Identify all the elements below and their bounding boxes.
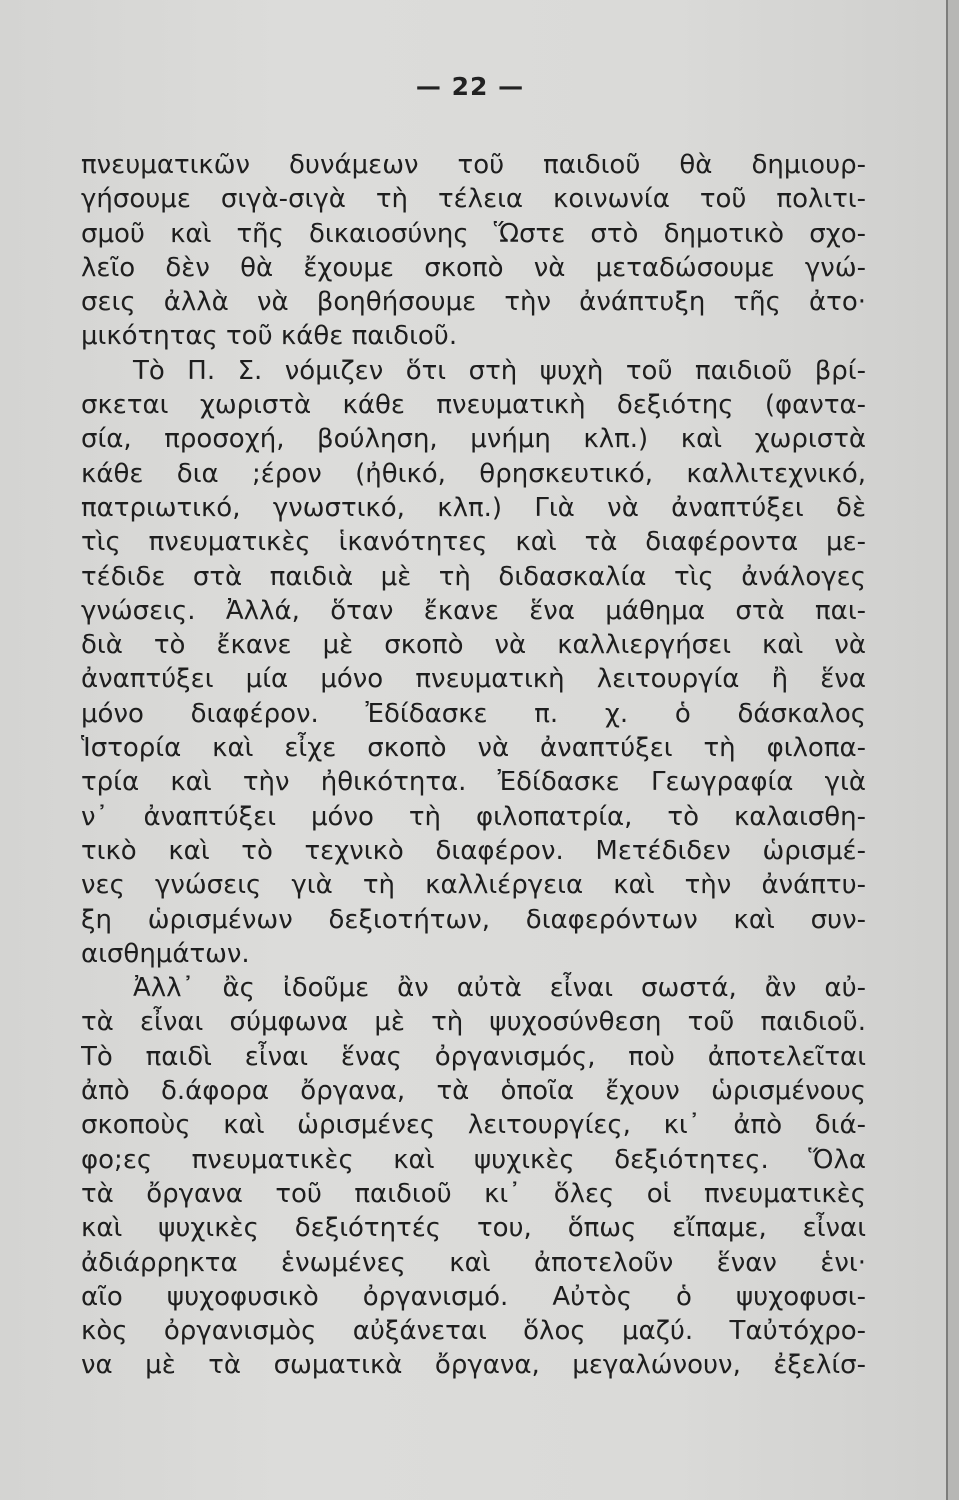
text-line: Τὸ Π. Σ. νόμιζεν ὅτι στὴ ψυχὴ τοῦ παιδιοῦ βρί- (133, 355, 866, 386)
text-line: γνώσεις. Ἀλλά, ὅταν ἔκανε ἕνα μάθημα στὰ παι- (81, 595, 866, 626)
page-number: — 22 — (415, 72, 525, 101)
text-line: τέδιδε στὰ παιδιὰ μὲ τὴ διδασκαλία τὶς ἀνάλογες (81, 561, 866, 592)
page-edge-strip (948, 0, 959, 1500)
text-line: μόνο διαφέρον. Ἐδίδασκε π. χ. ὁ δάσκαλος (81, 698, 866, 729)
text-line: γήσουμε σιγὰ-σιγὰ τὴ τέλεια κοινωνία τοῦ πολιτι- (81, 184, 866, 215)
text-line: πνευματικῶν δυνάμεων τοῦ παιδιοῦ θὰ δημιουρ- (81, 150, 866, 180)
text-line: φο;ες πνευματικὲς καὶ ψυχικὲς δεξιότητες. Ὅλα (81, 1144, 866, 1175)
text-line: τὰ ὄργανα τοῦ παιδιοῦ κι᾽ ὅλες οἱ πνευματικὲς (81, 1178, 866, 1209)
text-line: Ἀλλ᾽ ἂς ἰδοῦμε ἂν αὐτὰ εἶναι σωστά, ἂν αὐ- (133, 973, 866, 1004)
text-line: τικὸ καὶ τὸ τεχνικὸ διαφέρον. Μετέδιδεν ὡρισμέ- (81, 835, 866, 866)
text-line: διὰ τὸ ἔκανε μὲ σκοπὸ νὰ καλλιεργήσει καὶ νὰ (81, 630, 866, 661)
text-line: ἀπὸ δ.άφορα ὄργανα, τὰ ὁποῖα ἔχουν ὡρισμένους (81, 1076, 866, 1107)
text-line: μικότητας τοῦ κάθε παιδιοῦ. (81, 321, 458, 352)
text-line: σία, προσοχή, βούληση, μνήμη κλπ.) καὶ χωριστὰ (81, 424, 866, 455)
text-line: νες γνώσεις γιὰ τὴ καλλιέργεια καὶ τὴν ἀνάπτυ- (81, 870, 866, 901)
text-line: ἀναπτύξει μία μόνο πνευματικὴ λειτουργία ἢ ἕνα (81, 664, 866, 695)
text-line: σμοῦ καὶ τῆς δικαιοσύνης Ὥστε στὸ δημοτικὸ σχο- (81, 218, 866, 249)
text-line: Τὸ παιδὶ εἶναι ἕνας ὀργανισμός, ποὺ ἀποτελεῖται (81, 1041, 866, 1072)
text-line: Ἱστορία καὶ εἶχε σκοπὸ νὰ ἀναπτύξει τὴ φιλοπα- (81, 733, 866, 764)
text-line: να μὲ τὰ σωματικὰ ὄργανα, μεγαλώνουν, ἐξελίσ- (81, 1350, 866, 1381)
text-line: αισθημάτων. (81, 938, 250, 969)
text-line: ν᾽ ἀναπτύξει μόνο τὴ φιλοπατρία, τὸ καλαισθη- (81, 801, 866, 832)
text-line: σκοποὺς καὶ ὡρισμένες λειτουργίες, κι᾽ ἀπὸ διά- (81, 1110, 866, 1141)
text-line: ἀδιάρρηκτα ἑνωμένες καὶ ἀποτελοῦν ἕναν ἑνι· (81, 1247, 866, 1278)
text-line: σεις ἀλλὰ νὰ βοηθήσουμε τὴν ἀνάπτυξη τῆς ἀτο· (81, 287, 866, 318)
text-line: τὰ εἶναι σύμφωνα μὲ τὴ ψυχοσύνθεση τοῦ παιδιοῦ. (81, 1007, 866, 1038)
text-line: τὶς πνευματικὲς ἱκανότητες καὶ τὰ διαφέροντα με- (81, 527, 866, 558)
text-line: ξη ὡρισμένων δεξιοτήτων, διαφερόντων καὶ συν- (81, 904, 866, 935)
text-line: λεῖο δὲν θὰ ἔχουμε σκοπὸ νὰ μεταδώσουμε γνώ- (81, 252, 866, 283)
text-line: σκεται χωριστὰ κάθε πνευματικὴ δεξιότης (φαντα- (81, 390, 866, 421)
body-text (81, 148, 866, 1383)
text-line: πατριωτικό, γνωστικό, κλπ.) Γιὰ νὰ ἀναπτύξει δὲ (81, 492, 866, 523)
text-line: αῖο ψυχοφυσικὸ ὀργανισμό. Αὐτὸς ὁ ψυχοφυσι- (81, 1281, 866, 1312)
text-line: κὸς ὀργανισμὸς αὐξάνεται ὅλος μαζύ. Ταὐτόχρο- (81, 1316, 866, 1347)
text-line: καὶ ψυχικὲς δεξιότητές του, ὅπως εἴπαμε, εἶναι (81, 1213, 866, 1244)
text-line: κάθε δια ;έρον (ἠθικό, θρησκευτικό, καλλιτεχνικό, (81, 458, 866, 489)
text-line: τρία καὶ τὴν ἠθικότητα. Ἐδίδασκε Γεωγραφία γιὰ (81, 767, 866, 798)
